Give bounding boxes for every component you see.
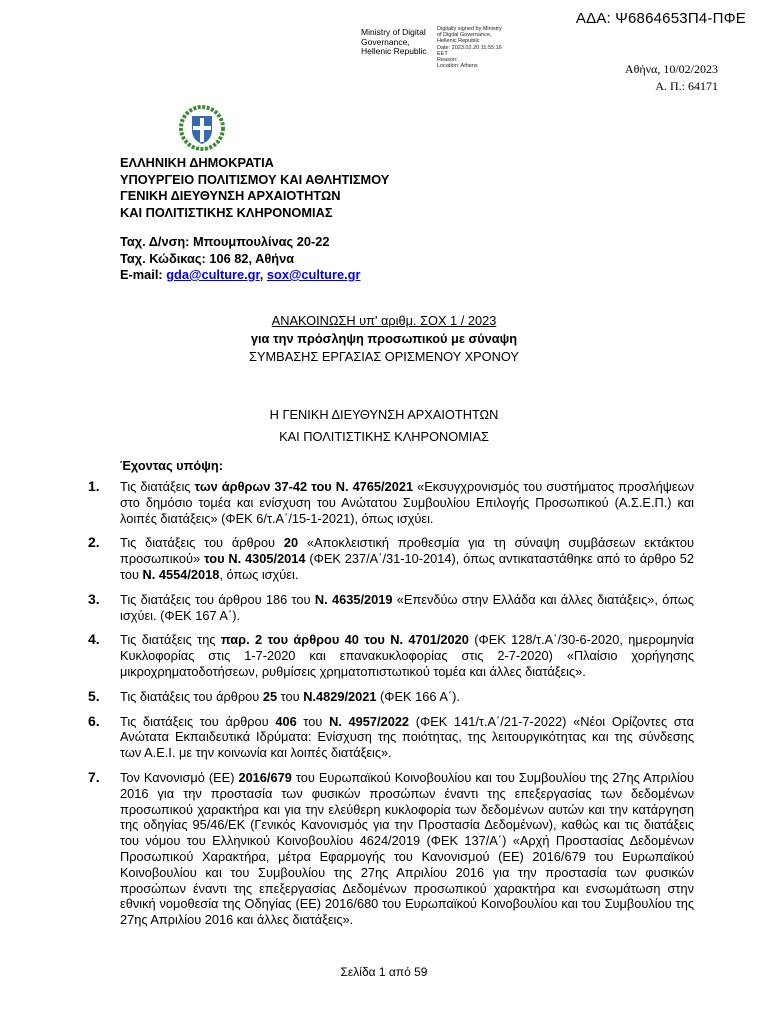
list-item-number: 3. [88, 590, 100, 607]
text-segment: «Επενδύω στην Ελλάδα και άλλες διατάξεις», όπως ισχύει. (ΦΕΚ 167 Α΄). [120, 591, 694, 623]
ministry-header [120, 155, 389, 221]
signature-detail-line: of Digital Governance, [437, 32, 492, 39]
authority-line: Η ΓΕΝΙΚΗ ΔΙΕΥΘΥΝΣΗ ΑΡΧΑΙΟΤΗΤΩΝ [269, 407, 499, 422]
text-segment: Τον Κανονισμό (ΕΕ) [120, 769, 239, 785]
page-number: Σελίδα 1 από 59 [340, 965, 428, 979]
text-segment: «Αποκλειστική προθεσμία για τη σύναψη συμβάσεων εκτάκτου προσωπικού» [120, 535, 694, 567]
place-date: Αθήνα, 10/02/2023 [624, 62, 718, 76]
signature-details [437, 26, 547, 69]
list-item-text [120, 592, 694, 624]
list-item-text [120, 632, 694, 679]
signature-detail-line: Date: 2023.02.20 11:55:16 [437, 44, 502, 51]
postcode-line: Ταχ. Κώδικας: 106 82, Αθήνα [120, 250, 295, 266]
text-segment: 406 [275, 713, 297, 729]
text-segment: «Εκσυγχρονισμός του συστήματος προσλήψεων στο δημόσιο τομέα και ενίσχυση του Ανώτατου Συμβουλίου Επιλογής Προσωπικού (Α.Σ.Ε.Π.) και λοιπές διατάξεις» (ΦΕΚ 6/τ.Α΄/15-1-2021), όπως ισχύει. [120, 479, 694, 526]
text-segment: Τις διατάξεις του άρθρου [120, 713, 276, 729]
list-item-text [120, 479, 694, 526]
text-segment: του [277, 688, 304, 704]
signature-org-line: Ministry of Digital [361, 27, 426, 37]
list-item-text [120, 714, 694, 761]
ministry-line: ΥΠΟΥΡΓΕΙΟ ΠΟΛΙΤΙΣΜΟΥ ΚΑΙ ΑΘΛΗΤΙΣΜΟΥ [120, 171, 390, 187]
list-item-number: 7. [88, 768, 100, 785]
text-segment: Τις διατάξεις του άρθρου 186 του [120, 591, 315, 607]
issuing-authority [0, 404, 768, 448]
list-item [88, 770, 694, 928]
text-segment: (ΦΕΚ 237/Α΄/31-10-2014), όπως αντικαταστάθηκε από το άρθρο 52 του [120, 551, 695, 582]
protocol-number: Α. Π.: 64171 [655, 79, 718, 93]
signature-detail-line: Reason: [437, 57, 458, 64]
text-segment: Τις διατάξεις του άρθρου [120, 535, 284, 551]
text-segment: Ν.4829/2021 [303, 688, 377, 704]
announcement-title: ΑΝΑΚΟΙΝΩΣΗ υπ' αριθμ. ΣΟΧ 1 / 2023 [271, 313, 497, 328]
list-item-number: 6. [88, 712, 100, 729]
signature-detail-line: Location: Athens [437, 63, 478, 70]
signature-organization [361, 28, 433, 57]
list-item-text [120, 689, 694, 705]
list-item [88, 535, 694, 582]
ministry-line: ΚΑΙ ΠΟΛΙΤΙΣΤΙΚΗΣ ΚΛΗΡΟΝΟΜΙΑΣ [120, 204, 333, 220]
list-item [88, 479, 694, 526]
list-item-text [120, 770, 694, 928]
text-segment: Ν. 4957/2022 [329, 713, 410, 729]
text-segment: 20 [283, 535, 299, 551]
email-label: E-mail: [120, 267, 167, 282]
announcement-contract-type: ΣΥΜΒΑΣΗΣ ΕΡΓΑΣΙΑΣ ΟΡΙΣΜΕΝΟΥ ΧΡΟΝΟΥ [249, 349, 519, 364]
contact-block [120, 234, 360, 284]
text-segment: του Ν. 4305/2014 [203, 551, 306, 567]
text-segment: , όπως ισχύει. [219, 566, 299, 582]
signature-org-line: Governance, [361, 36, 410, 47]
list-item [88, 592, 694, 624]
text-segment: Ν. 4635/2019 [314, 591, 393, 607]
list-item [88, 632, 694, 679]
list-item-number: 2. [88, 534, 100, 551]
text-segment: παρ. 2 του άρθρου 40 του Ν. 4701/2020 [220, 632, 469, 648]
text-segment: Τις διατάξεις [120, 479, 195, 494]
text-segment: Ν. 4554/2018 [142, 566, 220, 582]
signature-detail-line: EET [437, 50, 448, 57]
text-segment: (ΦΕΚ 166 Α΄). [376, 688, 460, 704]
text-segment: του Ευρωπαϊκού Κοινοβουλίου και του Συμβουλίου της 27ης Απριλίου 2016 για την προστασία των φυσικών προσώπων έναντι της επεξεργασίας των δεδομένων προσωπικού χαρακτήρα και για την ελεύθερη κυκλοφορία των δεδομένων αυτών και την κατάργηση της οδηγίας 95/46/ΕΚ (Γενικός Κανονισμός για την Προστασία Δεδομένων), καθώς και τις διατάξεις του νόμου του Ελληνικού Κοινοβουλίου 4624/2019 (ΦΕΚ 137/Α΄) «Αρχή Προστασίας Δεδομένων Προσωπικού Χαρακτήρα, μέτρα Εφαρμογής του Κανονισμού (ΕΕ) 2016/679 του Ευρωπαϊκού Κοινοβουλίου και του Συμβουλίου της 27ης Απριλίου 2016 για την προστασία των φυσικών προσώπων έναντι της επεξεργασίας Δεδομένων προσωπικού χαρακτήρα και ενσωμάτωση στην εθνική νομοθεσία της Οδηγίας (ΕΕ) 2016/680 του Ευρωπαϊκού Κοινοβουλίου και του Συμβουλίου της 27ης Απριλίου 2016 και άλλες διατάξεις». [120, 769, 694, 928]
greek-coat-of-arms-icon [178, 104, 226, 152]
email-link-gda[interactable]: gda@culture.gr [166, 267, 260, 282]
place-and-date-block [625, 61, 718, 95]
list-item [88, 714, 694, 761]
text-segment: (ΦΕΚ 128/τ.Α΄/30-6-2020, ημερομηνία Κυκλοφορίας στις 1-7-2020 και επανακυκλοφορίας στις 2-7-2020) «Πλαίσιο χορήγησης μικροχρηματοδοτήσεων, ρυθμίσεις χρηματοπιστωτικού τομέα και άλλες διατάξεις». [120, 632, 694, 679]
text-segment: Τις διατάξεις του άρθρου [120, 688, 263, 704]
ministry-line: ΕΛΛΗΝΙΚΗ ΔΗΜΟΚΡΑΤΙΑ [120, 155, 274, 170]
text-segment: των άρθρων 37-42 του Ν. 4765/2021 [194, 479, 414, 494]
text-segment: του [296, 713, 330, 729]
legal-basis-list [88, 479, 694, 937]
list-item-number: 1. [88, 478, 100, 494]
ada-code: ΑΔΑ: Ψ6864653Π4-ΠΦΕ [575, 10, 746, 27]
text-segment: (ΦΕΚ 141/τ.Α΄/21-7-2022) «Νέοι Ορίζοντες στα Ανώτατα Εκπαιδευτικά Ιδρύματα: Ενίσχυση της ποιότητας, της λειτουργικότητας και της σύνδεσης των Α.Ε.Ι. με την κοινωνία και λοιπές διατάξεις». [120, 713, 694, 761]
text-segment: 25 [262, 688, 278, 704]
email-link-sox[interactable]: sox@culture.gr [266, 267, 361, 282]
email-separator: , [259, 267, 267, 282]
list-item [88, 689, 694, 705]
announcement-subtitle: για την πρόσληψη προσωπικού με σύναψη [250, 331, 518, 346]
signature-detail-line: Digitally signed by Ministry [437, 26, 502, 32]
text-segment: Τις διατάξεις της [120, 632, 221, 648]
address-line: Ταχ. Δ/νση: Μπουμπουλίνας 20-22 [120, 234, 330, 249]
list-item-text [120, 535, 694, 582]
announcement-title-block [0, 312, 768, 366]
considering-heading: Έχοντας υπόψη: [120, 458, 223, 473]
list-item-number: 5. [88, 687, 100, 704]
authority-line: ΚΑΙ ΠΟΛΙΤΙΣΤΙΚΗΣ ΚΛΗΡΟΝΟΜΙΑΣ [279, 429, 489, 444]
email-line [120, 267, 360, 284]
signature-org-line: Hellenic Republic [361, 46, 427, 56]
ministry-line: ΓΕΝΙΚΗ ΔΙΕΥΘΥΝΣΗ ΑΡΧΑΙΟΤΗΤΩΝ [120, 188, 341, 203]
signature-detail-line: Hellenic Republic [437, 38, 480, 45]
list-item-number: 4. [88, 631, 100, 648]
text-segment: 2016/679 [238, 769, 292, 785]
